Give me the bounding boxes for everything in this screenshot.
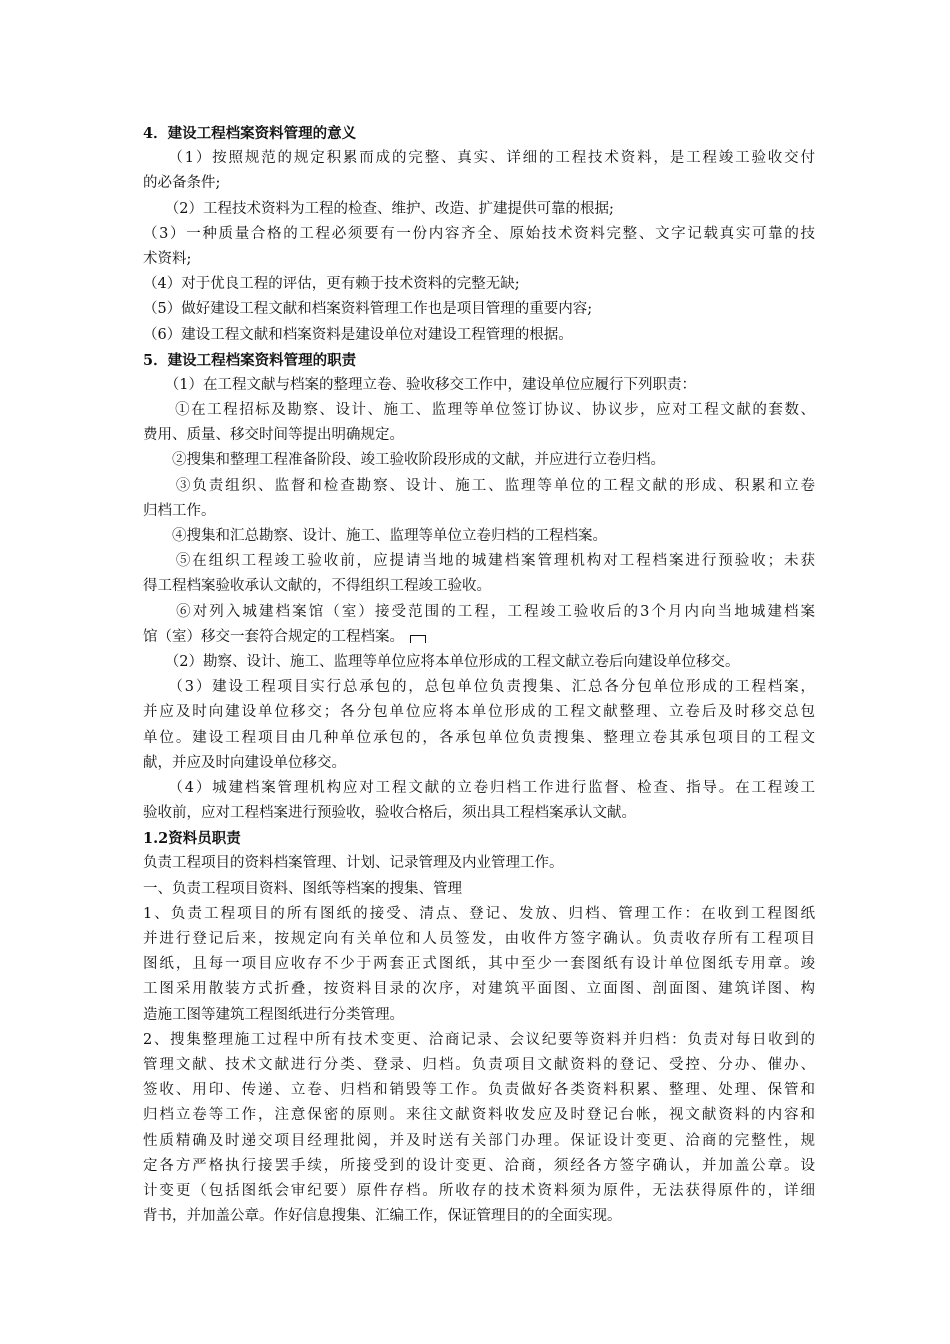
paragraph-line: 1、负责工程项目的所有图纸的接受、清点、登记、发放、归档、管理工作：在收到工程图纸 — [143, 905, 815, 922]
paragraph-line: 计变更（包括图纸会审纪要）原件存档。所收存的技术资料须为原件，无法获得原件的，详细 — [143, 1182, 815, 1199]
paragraph-line: （3）一种质量合格的工程必须要有一份内容齐全、原始技术资料完整、文字记载真实可靠的技 — [143, 225, 815, 242]
paragraph-line: （4）对于优良工程的评估，更有赖于技术资料的完整无缺; — [143, 276, 520, 293]
paragraph-line: 管理文献、技术文献进行分类、登录、归档。负责项目文献资料的登记、受控、分办、催办、 — [143, 1056, 815, 1073]
paragraph-line: 定各方严格执行接罢手续，所接受到的设计变更、洽商，须经各方签字确认，并加盖公章。设 — [143, 1157, 815, 1174]
paragraph-line: 得工程档案验收承认文献的，不得组织工程竣工验收。 — [143, 578, 491, 595]
paragraph-line: 的必备条件; — [143, 175, 221, 192]
paragraph-line: 并应及时向建设单位移交；各分包单位应将本单位形成的工程文献整理、立卷后及时移交总包 — [143, 704, 815, 721]
paragraph-line: （2）勘察、设计、施工、监理等单位应将本单位形成的工程文献立卷后向建设单位移交。 — [143, 653, 740, 670]
paragraph-line: （3）建设工程项目实行总承包的，总包单位负责搜集、汇总各分包单位形成的工程档案， — [143, 679, 815, 696]
paragraph-line: 签收、用印、传递、立卷、归档和销毁等工作。负责做好各类资料积累、整理、处理、保管和 — [143, 1082, 815, 1099]
paragraph-line: ⑤在组织工程竣工验收前，应提请当地的城建档案管理机构对工程档案进行预验收；未获 — [143, 553, 815, 570]
paragraph-line: 性质精确及时递交项目经理批阅，并及时送有关部门办理。保证设计变更、洽商的完整性，规 — [143, 1132, 815, 1149]
section-heading-5: 5．建设工程档案资料管理的职责 — [143, 351, 357, 369]
paragraph-line: （6）建设工程文献和档案资料是建设单位对建设工程管理的根据。 — [143, 326, 573, 343]
paragraph-line: 工图采用散装方式折叠，按资料目录的次序，对建筑平面图、立面图、剖面图、建筑详图、构 — [143, 981, 815, 998]
paragraph-line: 负责工程项目的资料档案管理、计划、记录管理及内业管理工作。 — [143, 855, 564, 872]
paragraph-line: 归档立卷等工作，注意保密的原则。来往文献资料收发应及时登记台帐，视文献资料的内容和 — [143, 1107, 815, 1124]
paragraph-text: 馆（室）移交一套符合规定的工程档案。 — [143, 628, 404, 645]
paragraph-line: （4）城建档案管理机构应对工程文献的立卷归档工作进行监督、检查、指导。在工程竣工 — [143, 779, 815, 796]
paragraph-line: 单位。建设工程项目由几种单位承包的，各承包单位负责搜集、整理立卷其承包项目的工程文 — [143, 729, 815, 746]
paragraph-line: ③负责组织、监督和检查勘察、设计、施工、监理等单位的工程文献的形成、积累和立卷 — [143, 477, 815, 494]
paragraph-line: ④搜集和汇总勘察、设计、施工、监理等单位立卷归档的工程档案。 — [143, 528, 607, 544]
paragraph-line: （5）做好建设工程文献和档案资料管理工作也是项目管理的重要内容; — [143, 301, 593, 318]
paragraph-line: 背书，并加盖公章。作好信息搜集、汇编工作，保证管理目的的全面实现。 — [143, 1208, 622, 1225]
section-heading-4: 4．建设工程档案资料管理的意义 — [143, 125, 357, 142]
paragraph-line: 术资料; — [143, 250, 192, 267]
bracket-mark-icon — [410, 635, 426, 643]
paragraph-line: 费用、质量、移交时间等提出明确规定。 — [143, 427, 404, 444]
paragraph-line: 图纸，且每一项目应收存不少于两套正式图纸，其中至少一套图纸有设计单位图纸专用章。竣 — [143, 956, 815, 973]
paragraph-line: 造施工图等建筑工程图纸进行分类管理。 — [143, 1006, 404, 1023]
paragraph-line: 献，并应及时向建设单位移交。 — [143, 754, 346, 771]
paragraph-line — [143, 625, 815, 650]
document-body — [143, 121, 815, 1229]
paragraph-line: 一、负责工程项目资料、图纸等档案的搜集、管理 — [143, 880, 462, 897]
paragraph-line: 2、搜集整理施工过程中所有技术变更、洽商记录、会议纪要等资料并归档：负责对每日收到的 — [143, 1031, 815, 1048]
paragraph-line: 并进行登记后来，按规定向有关单位和人员签发，由收件方签字确认。负责收存所有工程项目 — [143, 931, 815, 947]
paragraph-line: （1）按照规范的规定积累而成的完整、真实、详细的工程技术资料，是工程竣工验收交付 — [143, 150, 815, 167]
paragraph-line: 验收前，应对工程档案进行预验收，验收合格后，须出具工程档案承认文献。 — [143, 805, 636, 822]
paragraph-line: （1）在工程文献与档案的整理立卷、验收移交工作中，建设单位应履行下列职责： — [143, 376, 696, 393]
paragraph-line: （2）工程技术资料为工程的检查、维护、改造、扩建提供可靠的根据; — [143, 200, 614, 217]
paragraph-line: ⑥对列入城建档案馆（室）接受范围的工程，工程竣工验收后的3个月内向当地城建档案 — [143, 603, 815, 620]
paragraph-line: ①在工程招标及勘察、设计、施工、监理等单位签订协议、协议步，应对工程文献的套数、 — [143, 402, 815, 419]
paragraph-line: 归档工作。 — [143, 502, 216, 519]
section-heading-1-2: 1.2资料员职责 — [143, 830, 241, 848]
paragraph-line: ②搜集和整理工程准备阶段、竣工验收阶段形成的文献，并应进行立卷归档。 — [143, 452, 665, 469]
